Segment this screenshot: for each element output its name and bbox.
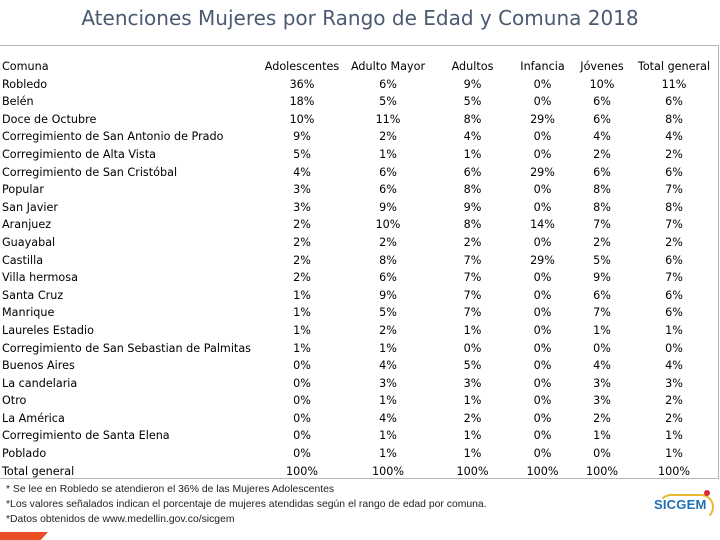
value-cell: 7%	[463, 288, 482, 302]
value-cell: 29%	[530, 112, 555, 126]
comuna-cell: Corregimiento de Alta Vista	[2, 147, 156, 161]
value-cell: 6%	[379, 77, 397, 91]
table-row	[0, 463, 718, 481]
value-cell: 0%	[533, 359, 552, 373]
slide-title: Atenciones Mujeres por Rango de Edad y Comuna 2018	[81, 6, 639, 30]
comuna-cell: Robledo	[2, 77, 48, 91]
value-cell: 1%	[463, 147, 482, 161]
table-row	[0, 392, 718, 410]
table-row	[0, 357, 718, 375]
value-cell: 8%	[379, 253, 397, 267]
value-cell: 2%	[665, 147, 683, 161]
value-cell: 4%	[665, 359, 683, 373]
value-cell: 0%	[533, 271, 552, 285]
value-cell: 2%	[463, 235, 482, 249]
table-row	[0, 322, 718, 340]
comuna-cell: Corregimiento de San Antonio de Prado	[2, 130, 224, 144]
comuna-cell: Santa Cruz	[2, 288, 64, 302]
value-cell: 4%	[293, 165, 311, 179]
value-cell: 1%	[665, 447, 683, 461]
value-cell: 0%	[293, 359, 311, 373]
value-cell: 0%	[293, 411, 311, 425]
comuna-cell: Otro	[2, 394, 27, 408]
value-cell: 2%	[379, 130, 397, 144]
value-cell: 5%	[593, 253, 611, 267]
value-cell: 5%	[463, 95, 482, 109]
value-cell: 1%	[463, 447, 482, 461]
value-cell: 18%	[289, 95, 315, 109]
footnotes	[6, 482, 487, 527]
value-cell: 0%	[665, 341, 683, 355]
value-cell: 4%	[379, 359, 397, 373]
value-cell: 29%	[530, 253, 555, 267]
table-row	[0, 111, 718, 129]
value-cell: 2%	[665, 411, 683, 425]
value-cell: 5%	[379, 306, 397, 320]
table-row	[0, 199, 718, 217]
value-cell: 36%	[289, 77, 315, 91]
table-row	[0, 410, 718, 428]
value-cell: 0%	[533, 235, 552, 249]
value-cell: 2%	[293, 271, 311, 285]
value-cell: 0%	[293, 447, 311, 461]
value-cell: 0%	[533, 288, 552, 302]
value-cell: 7%	[665, 271, 683, 285]
value-cell: 6%	[593, 95, 611, 109]
value-cell: 8%	[665, 112, 683, 126]
value-cell: 0%	[293, 429, 311, 443]
value-cell: 2%	[293, 218, 311, 232]
column-header: Adulto Mayor	[350, 60, 426, 73]
table-row	[0, 269, 718, 287]
value-cell: 9%	[463, 200, 482, 214]
column-header: Adultos	[451, 60, 494, 73]
comuna-cell: Laureles Estadio	[2, 323, 94, 337]
value-cell: 7%	[593, 218, 611, 232]
value-cell: 9%	[593, 271, 611, 285]
value-cell: 6%	[665, 165, 683, 179]
footnote-reading-example: * Se lee en Robledo se atendieron el 36% de las Mujeres Adolescentes	[6, 484, 335, 495]
value-cell: 1%	[665, 323, 683, 337]
value-cell: 1%	[293, 341, 311, 355]
value-cell: 6%	[463, 165, 482, 179]
value-cell: 1%	[293, 323, 311, 337]
table-row	[0, 427, 718, 445]
value-cell: 0%	[533, 429, 552, 443]
value-cell: 11%	[661, 77, 687, 91]
value-cell: 2%	[379, 235, 397, 249]
value-cell: 9%	[463, 77, 482, 91]
table-row	[0, 340, 718, 358]
value-cell: 7%	[593, 306, 611, 320]
table-row	[0, 76, 718, 94]
column-header: Adolescentes	[264, 60, 340, 73]
comuna-cell: Corregimiento de San Sebastian de Palmitas	[2, 341, 252, 355]
table-row	[0, 287, 718, 305]
value-cell: 3%	[463, 376, 482, 390]
value-cell: 1%	[593, 429, 611, 443]
value-cell: 8%	[665, 200, 683, 214]
value-cell: 7%	[463, 306, 482, 320]
value-cell: 5%	[463, 359, 482, 373]
data-table	[0, 58, 718, 480]
comuna-cell: La candelaria	[2, 376, 78, 390]
value-cell: 5%	[293, 147, 311, 161]
value-cell: 100%	[456, 464, 489, 478]
value-cell: 6%	[379, 165, 397, 179]
value-cell: 100%	[372, 464, 404, 478]
value-cell: 100%	[286, 464, 318, 478]
value-cell: 0%	[293, 376, 311, 390]
table-header-row	[0, 58, 718, 76]
comuna-cell: Castilla	[2, 253, 44, 267]
value-cell: 7%	[463, 253, 482, 267]
comuna-cell: Manrique	[2, 306, 55, 320]
column-header: Total general	[637, 60, 711, 73]
value-cell: 9%	[379, 200, 397, 214]
value-cell: 0%	[533, 200, 552, 214]
value-cell: 1%	[463, 429, 482, 443]
comuna-cell: Total general	[2, 464, 75, 478]
value-cell: 0%	[533, 411, 552, 425]
value-cell: 10%	[289, 112, 315, 126]
value-cell: 0%	[293, 394, 311, 408]
value-cell: 2%	[665, 394, 683, 408]
value-cell: 5%	[379, 95, 397, 109]
value-cell: 8%	[463, 112, 482, 126]
footnote-values-meaning: *Los valores señalados indican el porcentaje de mujeres atendidas según el rango de edad por comuna.	[6, 499, 487, 510]
comuna-cell: Aranjuez	[2, 218, 52, 232]
value-cell: 6%	[379, 183, 397, 197]
column-header: Jóvenes	[580, 60, 624, 73]
value-cell: 1%	[665, 429, 683, 443]
comuna-cell: Buenos Aires	[2, 359, 75, 373]
value-cell: 0%	[533, 394, 552, 408]
value-cell: 6%	[593, 165, 611, 179]
value-cell: 6%	[379, 271, 397, 285]
table-row	[0, 128, 718, 146]
value-cell: 0%	[533, 95, 552, 109]
comuna-cell: Villa hermosa	[2, 271, 78, 285]
value-cell: 0%	[533, 130, 552, 144]
value-cell: 7%	[665, 218, 683, 232]
value-cell: 1%	[379, 341, 397, 355]
table-row	[0, 146, 718, 164]
value-cell: 1%	[593, 323, 611, 337]
table-row	[0, 164, 718, 182]
comuna-cell: Guayabal	[2, 235, 56, 249]
value-cell: 3%	[379, 376, 397, 390]
comuna-cell: Corregimiento de Santa Elena	[2, 429, 170, 443]
value-cell: 6%	[593, 112, 611, 126]
logo-text: SICGEM	[654, 497, 707, 512]
value-cell: 2%	[593, 147, 611, 161]
value-cell: 3%	[593, 394, 611, 408]
value-cell: 7%	[665, 183, 683, 197]
value-cell: 11%	[375, 112, 401, 126]
value-cell: 8%	[463, 183, 482, 197]
value-cell: 0%	[533, 341, 552, 355]
comuna-cell: Popular	[2, 183, 44, 197]
value-cell: 2%	[665, 235, 683, 249]
value-cell: 2%	[593, 411, 611, 425]
value-cell: 10%	[589, 77, 615, 91]
value-cell: 1%	[293, 306, 311, 320]
table-row	[0, 93, 718, 111]
table-row	[0, 234, 718, 252]
value-cell: 8%	[593, 200, 611, 214]
value-cell: 3%	[665, 376, 683, 390]
value-cell: 3%	[293, 183, 311, 197]
value-cell: 29%	[530, 165, 555, 179]
comuna-cell: Doce de Octubre	[2, 112, 97, 126]
value-cell: 6%	[665, 306, 683, 320]
value-cell: 1%	[463, 323, 482, 337]
value-cell: 0%	[533, 323, 552, 337]
value-cell: 0%	[533, 376, 552, 390]
value-cell: 6%	[593, 288, 611, 302]
value-cell: 4%	[379, 411, 397, 425]
value-cell: 0%	[533, 447, 552, 461]
value-cell: 3%	[593, 376, 611, 390]
value-cell: 0%	[593, 447, 611, 461]
value-cell: 100%	[658, 464, 690, 478]
comuna-cell: Poblado	[2, 447, 47, 461]
value-cell: 0%	[533, 77, 552, 91]
value-cell: 9%	[293, 130, 311, 144]
comuna-cell: La América	[2, 411, 65, 425]
value-cell: 7%	[463, 271, 482, 285]
value-cell: 6%	[665, 288, 683, 302]
column-header: Infancia	[520, 60, 565, 73]
value-cell: 0%	[463, 341, 482, 355]
table-row	[0, 181, 718, 199]
value-cell: 4%	[593, 130, 611, 144]
value-cell: 14%	[530, 218, 555, 232]
value-cell: 8%	[463, 218, 482, 232]
value-cell: 2%	[379, 323, 397, 337]
value-cell: 6%	[665, 253, 683, 267]
table-row	[0, 216, 718, 234]
value-cell: 0%	[533, 147, 552, 161]
value-cell: 1%	[379, 147, 397, 161]
table-row	[0, 252, 718, 270]
value-cell: 2%	[593, 235, 611, 249]
value-cell: 1%	[293, 288, 311, 302]
value-cell: 4%	[665, 130, 683, 144]
value-cell: 1%	[379, 394, 397, 408]
footnote-data-source: *Datos obtenidos de www.medellin.gov.co/sicgem	[6, 514, 235, 525]
table-body	[0, 76, 718, 481]
value-cell: 4%	[463, 130, 482, 144]
value-cell: 6%	[665, 95, 683, 109]
value-cell: 10%	[375, 218, 401, 232]
value-cell: 4%	[593, 359, 611, 373]
value-cell: 100%	[586, 464, 618, 478]
value-cell: 1%	[463, 394, 482, 408]
comuna-cell: Belén	[2, 95, 34, 109]
value-cell: 9%	[379, 288, 397, 302]
value-cell: 0%	[533, 183, 552, 197]
table-row	[0, 304, 718, 322]
column-header: Comuna	[2, 60, 49, 73]
value-cell: 1%	[379, 429, 397, 443]
logo-figure-icon	[704, 490, 710, 496]
comuna-cell: San Javier	[2, 200, 58, 214]
sicgem-logo	[654, 494, 712, 520]
value-cell: 2%	[463, 411, 482, 425]
value-cell: 1%	[379, 447, 397, 461]
value-cell: 3%	[293, 200, 311, 214]
value-cell: 0%	[593, 341, 611, 355]
value-cell: 2%	[293, 235, 311, 249]
value-cell: 100%	[526, 464, 559, 478]
value-cell: 0%	[533, 306, 552, 320]
value-cell: 8%	[593, 183, 611, 197]
table-row	[0, 445, 718, 463]
table-row	[0, 375, 718, 393]
comuna-cell: Corregimiento de San Cristóbal	[2, 165, 178, 179]
value-cell: 2%	[293, 253, 311, 267]
accent-bar	[0, 532, 48, 540]
